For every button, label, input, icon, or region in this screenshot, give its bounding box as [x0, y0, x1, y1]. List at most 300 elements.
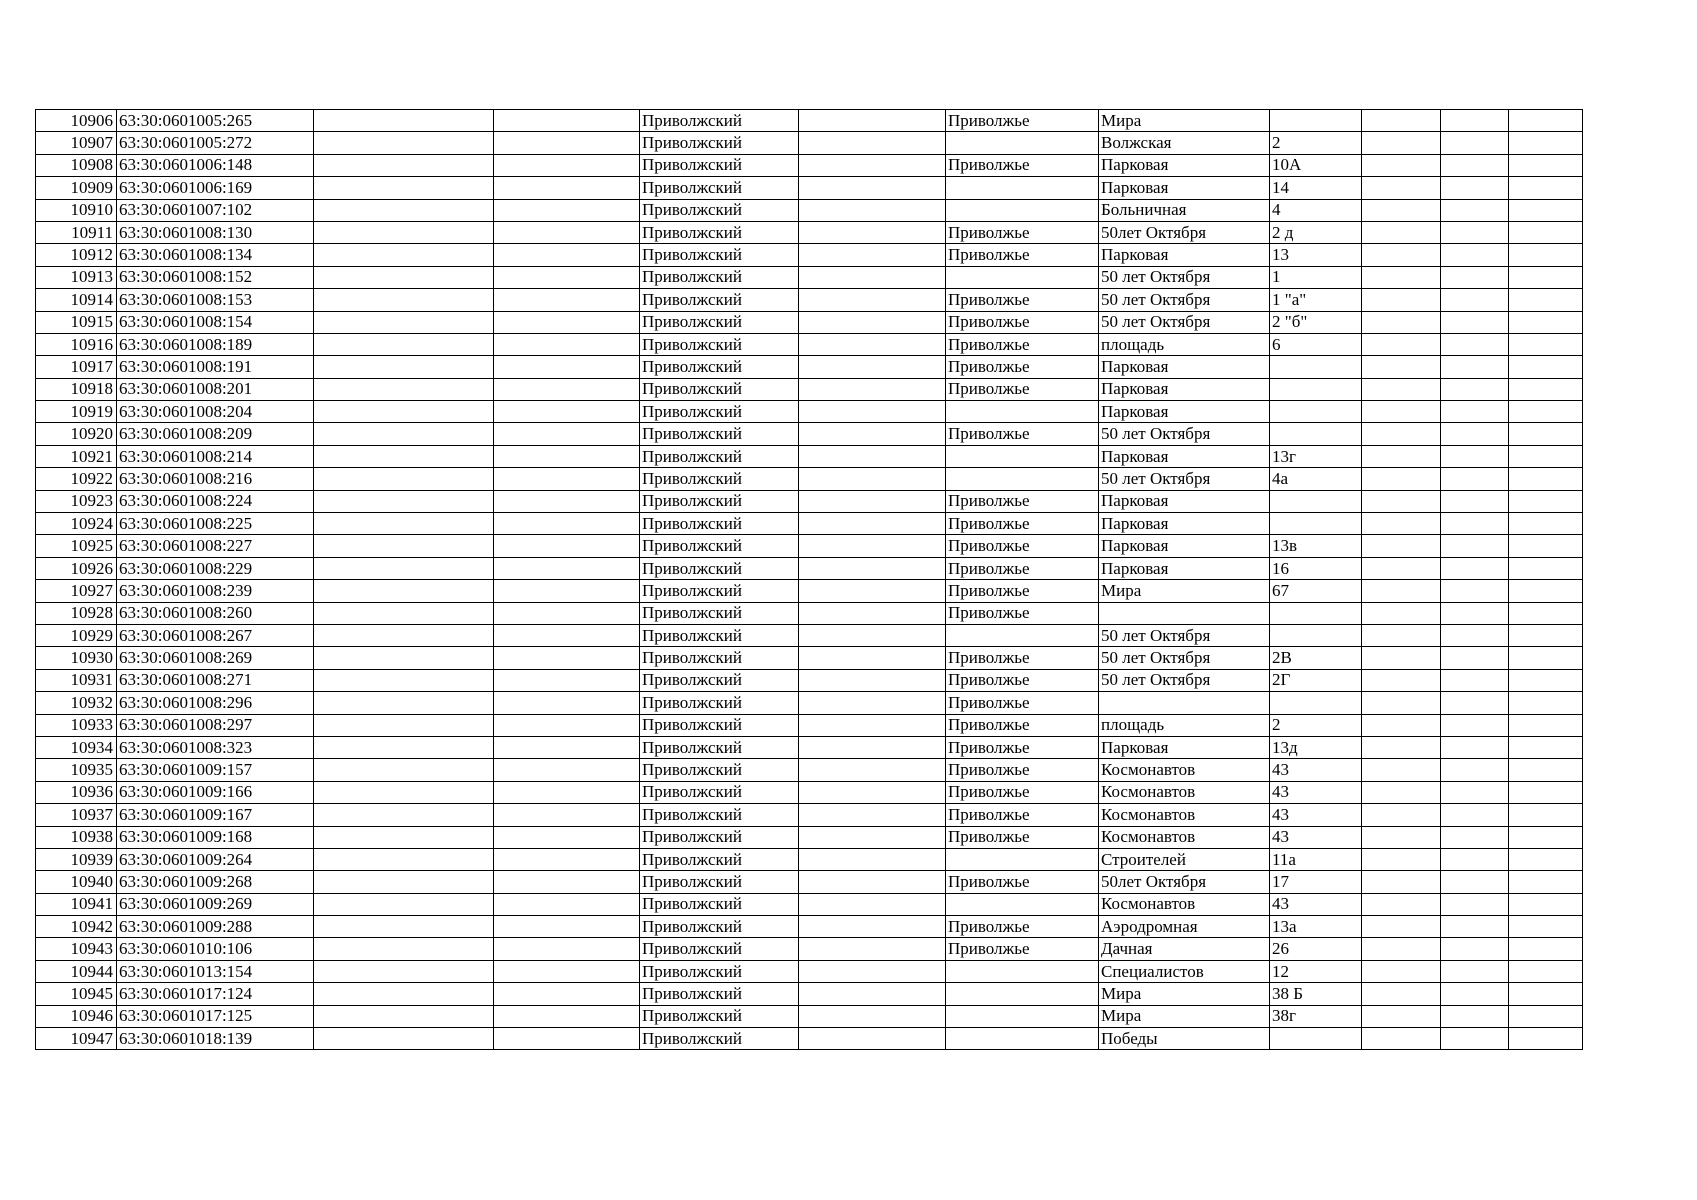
table-row [36, 177, 1583, 199]
cadastral-number-cell: 63:30:0601008:323 [117, 736, 314, 758]
table-body [36, 110, 1583, 1050]
cadastral-number-cell: 63:30:0601009:264 [117, 848, 314, 870]
street-cell: Космонавтов [1099, 804, 1270, 826]
locality-cell: Приволжье [946, 647, 1099, 669]
cadastral-number-cell: 63:30:0601009:288 [117, 916, 314, 938]
row-number-cell: 10907 [36, 132, 117, 154]
empty-cell-e [1441, 445, 1509, 467]
empty-cell-d [1362, 401, 1441, 423]
empty-cell-e [1441, 781, 1509, 803]
row-number-cell: 10935 [36, 759, 117, 781]
empty-cell-b [494, 669, 640, 691]
locality-cell: Приволжье [946, 602, 1099, 624]
empty-cell-f [1509, 423, 1583, 445]
table-row [36, 624, 1583, 646]
cadastral-number-cell: 63:30:0601008:191 [117, 356, 314, 378]
empty-cell-b [494, 983, 640, 1005]
street-cell: Космонавтов [1099, 893, 1270, 915]
empty-cell-f [1509, 535, 1583, 557]
district-cell: Приволжский [640, 692, 799, 714]
house-number-cell [1270, 423, 1362, 445]
row-number-cell: 10918 [36, 378, 117, 400]
locality-cell [946, 848, 1099, 870]
row-number-cell: 10939 [36, 848, 117, 870]
empty-cell-f [1509, 871, 1583, 893]
district-cell: Приволжский [640, 916, 799, 938]
row-number-cell: 10912 [36, 244, 117, 266]
street-cell: Аэродромная [1099, 916, 1270, 938]
empty-cell-c [799, 333, 946, 355]
street-cell: Мира [1099, 110, 1270, 132]
street-cell: Парковая [1099, 244, 1270, 266]
locality-cell: Приволжье [946, 714, 1099, 736]
table-row [36, 871, 1583, 893]
cadastral-number-cell: 63:30:0601008:204 [117, 401, 314, 423]
district-cell: Приволжский [640, 468, 799, 490]
table-row [36, 110, 1583, 132]
empty-cell-b [494, 624, 640, 646]
cadastral-number-cell: 63:30:0601009:167 [117, 804, 314, 826]
empty-cell-f [1509, 445, 1583, 467]
empty-cell-c [799, 132, 946, 154]
empty-cell-c [799, 826, 946, 848]
empty-cell-a [314, 423, 494, 445]
cadastral-number-cell: 63:30:0601008:130 [117, 221, 314, 243]
empty-cell-f [1509, 781, 1583, 803]
house-number-cell: 2 [1270, 132, 1362, 154]
locality-cell [946, 893, 1099, 915]
street-cell [1099, 692, 1270, 714]
cadastral-number-cell: 63:30:0601008:271 [117, 669, 314, 691]
locality-cell: Приволжье [946, 490, 1099, 512]
locality-cell [946, 401, 1099, 423]
district-cell: Приволжский [640, 714, 799, 736]
cadastral-number-cell: 63:30:0601008:214 [117, 445, 314, 467]
empty-cell-b [494, 110, 640, 132]
cadastral-number-cell: 63:30:0601008:216 [117, 468, 314, 490]
empty-cell-c [799, 736, 946, 758]
empty-cell-f [1509, 848, 1583, 870]
empty-cell-b [494, 378, 640, 400]
district-cell: Приволжский [640, 938, 799, 960]
empty-cell-f [1509, 804, 1583, 826]
locality-cell [946, 960, 1099, 982]
empty-cell-d [1362, 513, 1441, 535]
empty-cell-e [1441, 580, 1509, 602]
row-number-cell: 10927 [36, 580, 117, 602]
empty-cell-d [1362, 132, 1441, 154]
table-row [36, 759, 1583, 781]
row-number-cell: 10943 [36, 938, 117, 960]
empty-cell-d [1362, 110, 1441, 132]
empty-cell-f [1509, 736, 1583, 758]
locality-cell: Приволжье [946, 244, 1099, 266]
empty-cell-c [799, 580, 946, 602]
table-row [36, 602, 1583, 624]
cadastral-number-cell: 63:30:0601008:296 [117, 692, 314, 714]
house-number-cell: 43 [1270, 826, 1362, 848]
empty-cell-b [494, 960, 640, 982]
locality-cell: Приволжье [946, 580, 1099, 602]
empty-cell-a [314, 1028, 494, 1050]
empty-cell-a [314, 602, 494, 624]
street-cell: Дачная [1099, 938, 1270, 960]
empty-cell-d [1362, 871, 1441, 893]
locality-cell: Приволжье [946, 110, 1099, 132]
empty-cell-a [314, 983, 494, 1005]
district-cell: Приволжский [640, 445, 799, 467]
empty-cell-f [1509, 513, 1583, 535]
empty-cell-b [494, 1028, 640, 1050]
empty-cell-f [1509, 311, 1583, 333]
empty-cell-c [799, 490, 946, 512]
locality-cell: Приволжье [946, 333, 1099, 355]
cadastral-number-cell: 63:30:0601017:125 [117, 1005, 314, 1027]
empty-cell-d [1362, 199, 1441, 221]
empty-cell-b [494, 154, 640, 176]
street-cell: Мира [1099, 983, 1270, 1005]
empty-cell-b [494, 602, 640, 624]
house-number-cell [1270, 378, 1362, 400]
table-row [36, 557, 1583, 579]
empty-cell-c [799, 289, 946, 311]
empty-cell-c [799, 624, 946, 646]
empty-cell-a [314, 647, 494, 669]
empty-cell-d [1362, 1005, 1441, 1027]
locality-cell: Приволжье [946, 513, 1099, 535]
district-cell: Приволжский [640, 960, 799, 982]
district-cell: Приволжский [640, 557, 799, 579]
row-number-cell: 10908 [36, 154, 117, 176]
empty-cell-a [314, 289, 494, 311]
row-number-cell: 10925 [36, 535, 117, 557]
empty-cell-c [799, 983, 946, 1005]
house-number-cell: 2В [1270, 647, 1362, 669]
empty-cell-a [314, 580, 494, 602]
table-row [36, 826, 1583, 848]
cadastral-number-cell: 63:30:0601008:154 [117, 311, 314, 333]
empty-cell-d [1362, 557, 1441, 579]
cadastral-number-cell: 63:30:0601008:153 [117, 289, 314, 311]
empty-cell-e [1441, 826, 1509, 848]
row-number-cell: 10941 [36, 893, 117, 915]
street-cell: Парковая [1099, 154, 1270, 176]
empty-cell-d [1362, 356, 1441, 378]
empty-cell-d [1362, 983, 1441, 1005]
empty-cell-f [1509, 490, 1583, 512]
table-row [36, 490, 1583, 512]
house-number-cell: 11а [1270, 848, 1362, 870]
locality-cell: Приволжье [946, 804, 1099, 826]
empty-cell-b [494, 848, 640, 870]
district-cell: Приволжский [640, 266, 799, 288]
empty-cell-a [314, 624, 494, 646]
cadastral-number-cell: 63:30:0601017:124 [117, 983, 314, 1005]
table-row [36, 647, 1583, 669]
empty-cell-e [1441, 647, 1509, 669]
empty-cell-d [1362, 177, 1441, 199]
empty-cell-d [1362, 333, 1441, 355]
district-cell: Приволжский [640, 311, 799, 333]
empty-cell-a [314, 557, 494, 579]
row-number-cell: 10915 [36, 311, 117, 333]
empty-cell-c [799, 759, 946, 781]
empty-cell-c [799, 893, 946, 915]
empty-cell-c [799, 871, 946, 893]
table-row [36, 983, 1583, 1005]
street-cell: Победы [1099, 1028, 1270, 1050]
empty-cell-e [1441, 221, 1509, 243]
district-cell: Приволжский [640, 848, 799, 870]
empty-cell-a [314, 266, 494, 288]
empty-cell-d [1362, 378, 1441, 400]
house-number-cell: 38г [1270, 1005, 1362, 1027]
empty-cell-b [494, 916, 640, 938]
empty-cell-e [1441, 356, 1509, 378]
empty-cell-e [1441, 513, 1509, 535]
empty-cell-b [494, 132, 640, 154]
empty-cell-c [799, 445, 946, 467]
empty-cell-f [1509, 669, 1583, 691]
empty-cell-a [314, 333, 494, 355]
cadastral-number-cell: 63:30:0601010:106 [117, 938, 314, 960]
empty-cell-e [1441, 714, 1509, 736]
house-number-cell: 4а [1270, 468, 1362, 490]
empty-cell-c [799, 468, 946, 490]
empty-cell-f [1509, 983, 1583, 1005]
empty-cell-c [799, 557, 946, 579]
district-cell: Приволжский [640, 736, 799, 758]
locality-cell [946, 983, 1099, 1005]
locality-cell [946, 132, 1099, 154]
empty-cell-a [314, 513, 494, 535]
empty-cell-d [1362, 804, 1441, 826]
row-number-cell: 10940 [36, 871, 117, 893]
empty-cell-f [1509, 132, 1583, 154]
empty-cell-b [494, 311, 640, 333]
street-cell: 50 лет Октября [1099, 468, 1270, 490]
empty-cell-b [494, 333, 640, 355]
cadastral-number-cell: 63:30:0601013:154 [117, 960, 314, 982]
street-cell: 50 лет Октября [1099, 624, 1270, 646]
property-table [35, 109, 1583, 1050]
empty-cell-c [799, 154, 946, 176]
locality-cell [946, 199, 1099, 221]
empty-cell-f [1509, 1028, 1583, 1050]
empty-cell-e [1441, 602, 1509, 624]
empty-cell-f [1509, 580, 1583, 602]
district-cell: Приволжский [640, 580, 799, 602]
empty-cell-a [314, 804, 494, 826]
empty-cell-c [799, 916, 946, 938]
table-row [36, 199, 1583, 221]
empty-cell-d [1362, 893, 1441, 915]
empty-cell-b [494, 445, 640, 467]
empty-cell-d [1362, 781, 1441, 803]
empty-cell-e [1441, 468, 1509, 490]
house-number-cell [1270, 624, 1362, 646]
street-cell: Космонавтов [1099, 826, 1270, 848]
empty-cell-c [799, 647, 946, 669]
table-row [36, 356, 1583, 378]
district-cell: Приволжский [640, 289, 799, 311]
cadastral-number-cell: 63:30:0601009:268 [117, 871, 314, 893]
empty-cell-a [314, 468, 494, 490]
house-number-cell: 17 [1270, 871, 1362, 893]
house-number-cell [1270, 110, 1362, 132]
empty-cell-b [494, 647, 640, 669]
locality-cell [946, 266, 1099, 288]
table-row [36, 401, 1583, 423]
locality-cell: Приволжье [946, 378, 1099, 400]
empty-cell-c [799, 356, 946, 378]
table-row [36, 535, 1583, 557]
empty-cell-a [314, 445, 494, 467]
district-cell: Приволжский [640, 154, 799, 176]
empty-cell-c [799, 378, 946, 400]
street-cell: 50 лет Октября [1099, 311, 1270, 333]
street-cell: Парковая [1099, 490, 1270, 512]
empty-cell-f [1509, 110, 1583, 132]
house-number-cell: 38 Б [1270, 983, 1362, 1005]
empty-cell-c [799, 535, 946, 557]
empty-cell-c [799, 513, 946, 535]
empty-cell-a [314, 221, 494, 243]
empty-cell-c [799, 311, 946, 333]
locality-cell: Приволжье [946, 535, 1099, 557]
district-cell: Приволжский [640, 132, 799, 154]
row-number-cell: 10930 [36, 647, 117, 669]
district-cell: Приволжский [640, 602, 799, 624]
empty-cell-a [314, 132, 494, 154]
district-cell: Приволжский [640, 199, 799, 221]
empty-cell-a [314, 759, 494, 781]
cadastral-number-cell: 63:30:0601008:269 [117, 647, 314, 669]
street-cell: 50 лет Октября [1099, 647, 1270, 669]
street-cell: Строителей [1099, 848, 1270, 870]
empty-cell-d [1362, 736, 1441, 758]
empty-cell-e [1441, 289, 1509, 311]
house-number-cell [1270, 1028, 1362, 1050]
cadastral-number-cell: 63:30:0601008:239 [117, 580, 314, 602]
row-number-cell: 10921 [36, 445, 117, 467]
row-number-cell: 10913 [36, 266, 117, 288]
house-number-cell: 2 д [1270, 221, 1362, 243]
empty-cell-f [1509, 333, 1583, 355]
locality-cell: Приволжье [946, 916, 1099, 938]
empty-cell-b [494, 513, 640, 535]
empty-cell-e [1441, 401, 1509, 423]
empty-cell-d [1362, 468, 1441, 490]
row-number-cell: 10932 [36, 692, 117, 714]
empty-cell-b [494, 714, 640, 736]
street-cell: Парковая [1099, 378, 1270, 400]
house-number-cell: 16 [1270, 557, 1362, 579]
empty-cell-f [1509, 647, 1583, 669]
empty-cell-d [1362, 669, 1441, 691]
table-row [36, 1028, 1583, 1050]
empty-cell-f [1509, 468, 1583, 490]
empty-cell-f [1509, 692, 1583, 714]
empty-cell-a [314, 826, 494, 848]
row-number-cell: 10947 [36, 1028, 117, 1050]
empty-cell-f [1509, 401, 1583, 423]
empty-cell-b [494, 356, 640, 378]
empty-cell-f [1509, 938, 1583, 960]
locality-cell [946, 624, 1099, 646]
empty-cell-f [1509, 714, 1583, 736]
street-cell: Парковая [1099, 445, 1270, 467]
cadastral-number-cell: 63:30:0601008:201 [117, 378, 314, 400]
empty-cell-d [1362, 445, 1441, 467]
cadastral-number-cell: 63:30:0601008:260 [117, 602, 314, 624]
district-cell: Приволжский [640, 177, 799, 199]
empty-cell-e [1441, 132, 1509, 154]
empty-cell-e [1441, 423, 1509, 445]
street-cell: Космонавтов [1099, 759, 1270, 781]
district-cell: Приволжский [640, 1005, 799, 1027]
row-number-cell: 10917 [36, 356, 117, 378]
empty-cell-d [1362, 266, 1441, 288]
street-cell: Мира [1099, 580, 1270, 602]
locality-cell: Приволжье [946, 221, 1099, 243]
empty-cell-e [1441, 333, 1509, 355]
empty-cell-e [1441, 110, 1509, 132]
empty-cell-b [494, 468, 640, 490]
district-cell: Приволжский [640, 624, 799, 646]
house-number-cell: 26 [1270, 938, 1362, 960]
district-cell: Приволжский [640, 490, 799, 512]
empty-cell-a [314, 356, 494, 378]
empty-cell-b [494, 199, 640, 221]
empty-cell-b [494, 871, 640, 893]
table-row [36, 736, 1583, 758]
house-number-cell [1270, 692, 1362, 714]
row-number-cell: 10920 [36, 423, 117, 445]
empty-cell-a [314, 244, 494, 266]
empty-cell-f [1509, 378, 1583, 400]
empty-cell-a [314, 916, 494, 938]
empty-cell-a [314, 871, 494, 893]
empty-cell-f [1509, 289, 1583, 311]
row-number-cell: 10919 [36, 401, 117, 423]
locality-cell: Приволжье [946, 423, 1099, 445]
row-number-cell: 10946 [36, 1005, 117, 1027]
empty-cell-d [1362, 759, 1441, 781]
empty-cell-c [799, 1005, 946, 1027]
empty-cell-b [494, 244, 640, 266]
empty-cell-f [1509, 221, 1583, 243]
empty-cell-d [1362, 311, 1441, 333]
street-cell: 50 лет Октября [1099, 266, 1270, 288]
table-row [36, 266, 1583, 288]
street-cell: Больничная [1099, 199, 1270, 221]
empty-cell-c [799, 781, 946, 803]
empty-cell-c [799, 1028, 946, 1050]
house-number-cell [1270, 513, 1362, 535]
empty-cell-e [1441, 535, 1509, 557]
empty-cell-a [314, 736, 494, 758]
row-number-cell: 10906 [36, 110, 117, 132]
empty-cell-a [314, 490, 494, 512]
row-number-cell: 10942 [36, 916, 117, 938]
empty-cell-e [1441, 736, 1509, 758]
cadastral-number-cell: 63:30:0601008:189 [117, 333, 314, 355]
district-cell: Приволжский [640, 871, 799, 893]
street-cell [1099, 602, 1270, 624]
empty-cell-b [494, 423, 640, 445]
street-cell: Парковая [1099, 535, 1270, 557]
